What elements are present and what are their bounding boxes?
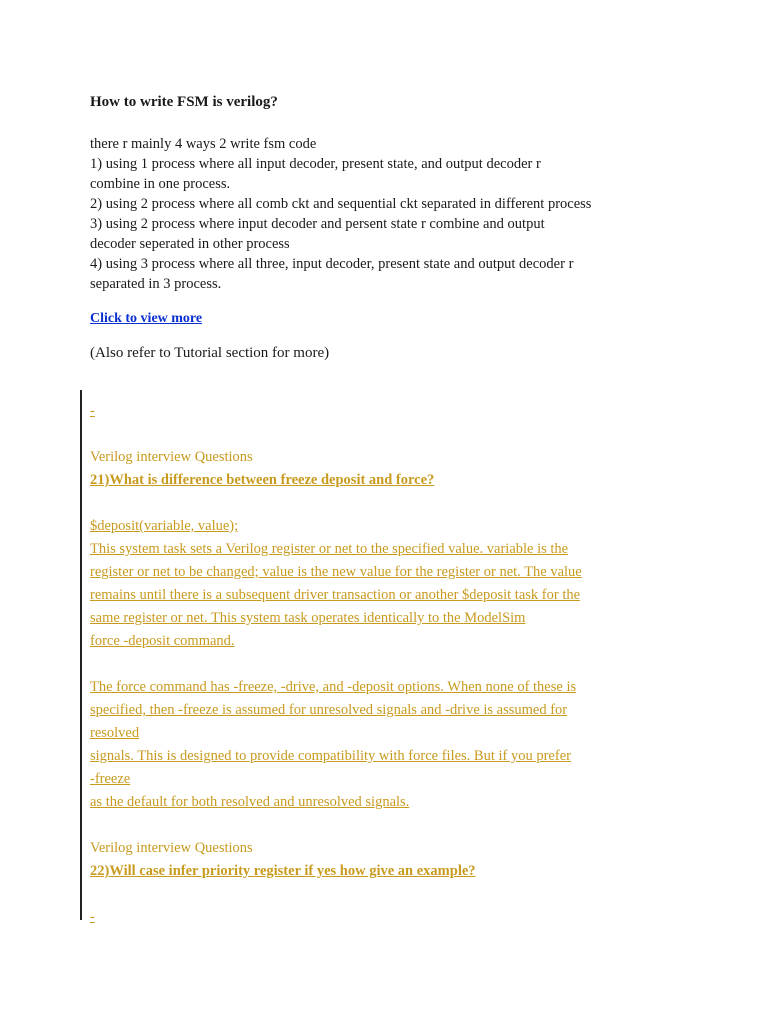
answer-line[interactable]: -freeze: [90, 771, 131, 787]
intro-line: 1) using 1 process where all input decoder, present state, and output decoder r: [90, 156, 541, 172]
page-title: How to write FSM is verilog?: [90, 94, 278, 110]
spacer: [90, 653, 690, 676]
intro-line: separated in 3 process.: [90, 276, 222, 292]
view-more-link[interactable]: Click to view more: [90, 311, 203, 326]
intro-line: combine in one process.: [90, 176, 231, 192]
section-label: Verilog interview Questions: [90, 449, 253, 465]
spacer: [90, 423, 690, 446]
spacer: [90, 883, 690, 906]
answer-line[interactable]: remains until there is a subsequent driver transaction or another $deposit task for the: [90, 587, 581, 603]
answer-line[interactable]: $deposit(variable, value);: [90, 518, 239, 534]
answer-line[interactable]: force -deposit command.: [90, 633, 235, 649]
answer-line[interactable]: resolved: [90, 725, 140, 741]
question-22[interactable]: 22)Will case infer priority register if yes how give an example?: [90, 863, 476, 879]
section-label: Verilog interview Questions: [90, 840, 253, 856]
answer-line[interactable]: same register or net. This system task operates identically to the ModelSim: [90, 610, 526, 626]
intro-line: 2) using 2 process where all comb ckt and sequential ckt separated in different process: [90, 196, 592, 212]
answer-line[interactable]: specified, then -freeze is assumed for unresolved signals and -drive is assumed for: [90, 702, 568, 718]
document-body: [90, 92, 690, 363]
answer-line[interactable]: register or net to be changed; value is the new value for the register or net. The value: [90, 564, 582, 580]
answer-line[interactable]: as the default for both resolved and unresolved signals.: [90, 794, 410, 810]
intro-line: 3) using 2 process where input decoder and persent state r combine and output: [90, 216, 545, 232]
question-21[interactable]: 21)What is difference between freeze deposit and force?: [90, 472, 435, 488]
quote-bar: [80, 390, 82, 920]
answer-line[interactable]: This system task sets a Verilog register or net to the specified value. variable is the: [90, 541, 569, 557]
spacer: [90, 492, 690, 515]
interview-questions-section: [90, 400, 690, 929]
dash-link[interactable]: -: [90, 909, 95, 925]
intro-line: there r mainly 4 ways 2 write fsm code: [90, 136, 317, 152]
intro-line: decoder seperated in other process: [90, 236, 290, 252]
tutorial-note: (Also refer to Tutorial section for more): [90, 345, 330, 361]
dash-link[interactable]: -: [90, 403, 95, 419]
intro-line: 4) using 3 process where all three, input decoder, present state and output decoder r: [90, 256, 574, 272]
intro-text: [90, 134, 690, 294]
answer-line[interactable]: The force command has -freeze, -drive, and -deposit options. When none of these is: [90, 679, 577, 695]
answer-line[interactable]: signals. This is designed to provide compatibility with force files. But if you prefer: [90, 748, 571, 764]
spacer: [90, 814, 690, 837]
